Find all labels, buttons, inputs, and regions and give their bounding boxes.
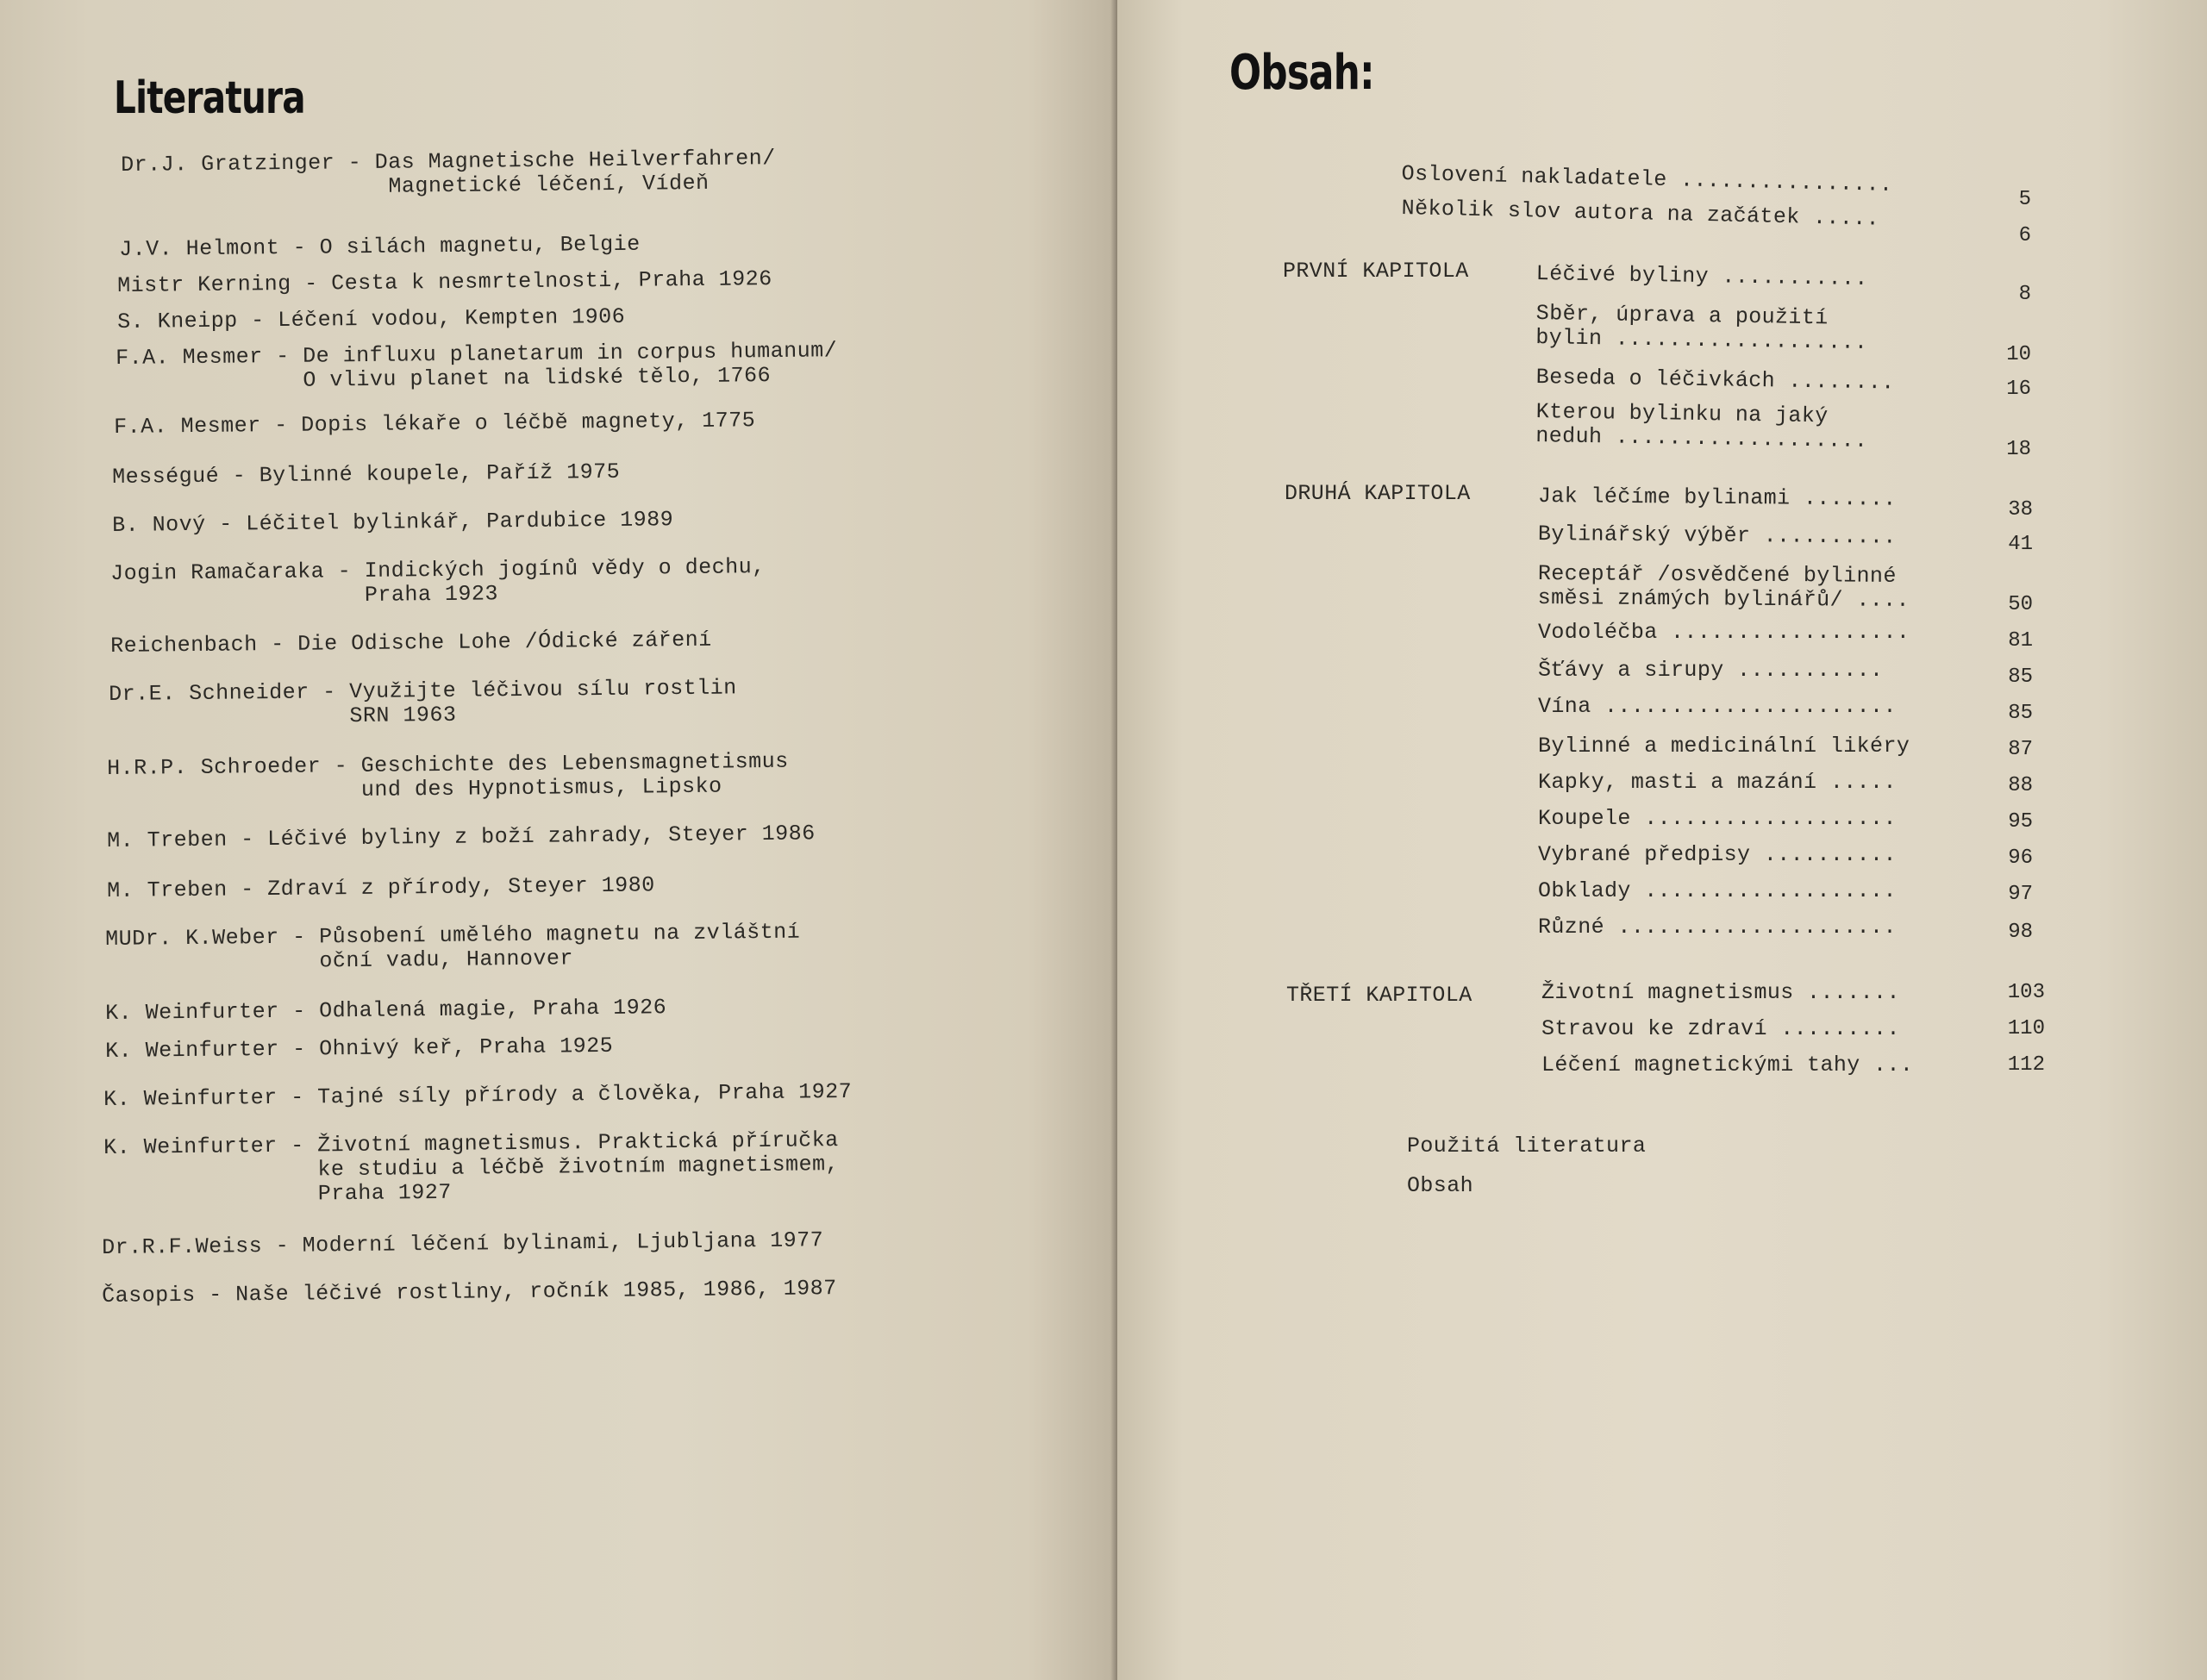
literature-entry: Dr.J. Gratzinger - Das Magnetische Heilverfahren/ Magnetické léčení, Vídeň xyxy=(120,146,776,202)
literature-entry: Mistr Kerning - Cesta k nesmrtelnosti, Praha 1926 xyxy=(116,266,772,298)
literature-entry: K. Weinfurter - Odhalená magie, Praha 1926 xyxy=(104,995,667,1026)
literature-title: Literatura xyxy=(114,72,305,124)
toc-item: Bylinářský výběr .......... xyxy=(1537,521,1897,550)
toc-item: Vybrané předpisy .......... xyxy=(1538,842,1897,867)
toc-page-number: 6 xyxy=(2018,224,2031,247)
toc-item-bibliography: Použitá literatura xyxy=(1407,1134,1647,1159)
toc-page-number: 85 xyxy=(2008,665,2033,689)
literature-entry: F.A. Mesmer - Dopis lékaře o léčbě magnety, 1775 xyxy=(113,408,756,440)
toc-page-number: 88 xyxy=(2008,774,2033,797)
toc-item: Jak léčíme bylinami ....... xyxy=(1537,484,1897,512)
toc-page-number: 41 xyxy=(2008,533,2033,556)
literature-entry: J.V. Helmont - O silách magnetu, Belgie xyxy=(118,231,641,262)
literature-entry: Časopis - Naše léčivé rostliny, ročník 1985, 1986, 1987 xyxy=(101,1276,837,1308)
toc-page-number: 81 xyxy=(2008,629,2033,653)
toc-item: Receptář /osvědčené bylinné směsi známých bylinářů/ .... xyxy=(1537,561,1910,614)
toc-item: Kterou bylinku na jaký neduh ................... xyxy=(1535,399,1868,454)
literature-entry: Reichenbach - Die Odische Lohe /Ódické záření xyxy=(109,627,712,659)
toc-page-number: 16 xyxy=(2006,378,2031,401)
toc-page-number: 110 xyxy=(2007,1017,2045,1040)
literature-entry: MUDr. K.Weber - Působení umělého magnetu na zvláštní oční vadu, Hannover xyxy=(104,919,801,976)
toc-item: Různé ..................... xyxy=(1538,915,1897,940)
toc-page-number: 87 xyxy=(2008,738,2033,761)
toc-page-number: 8 xyxy=(2018,283,2031,306)
chapter-heading: TŘETÍ KAPITOLA xyxy=(1286,983,1472,1008)
toc-page-number: 96 xyxy=(2008,846,2033,870)
toc-item: Bylinné a medicinální likéry xyxy=(1538,734,1910,759)
literature-entry: Mességué - Bylinné koupele, Paříž 1975 xyxy=(111,459,621,490)
toc-item: Vína ...................... xyxy=(1538,694,1897,719)
literature-entry: K. Weinfurter - Životní magnetismus. Praktická příručka ke studiu a léčbě životním magnetismem, Praha 1927 xyxy=(103,1127,840,1208)
toc-item: Stravou ke zdraví ......... xyxy=(1541,1016,1900,1041)
literature-entry: M. Treben - Léčivé byliny z boží zahrady, Steyer 1986 xyxy=(106,821,816,853)
toc-page-number: 98 xyxy=(2008,921,2033,944)
literature-entry: M. Treben - Zdraví z přírody, Steyer 1980 xyxy=(106,872,655,903)
toc-page-number: 85 xyxy=(2008,702,2033,725)
toc-page-number: 97 xyxy=(2008,883,2033,906)
toc-item: Léčivé byliny ........... xyxy=(1535,261,1869,292)
toc-item: Koupele ................... xyxy=(1538,806,1897,831)
literature-entry: Dr.R.F.Weiss - Moderní léčení bylinami, Ljubljana 1977 xyxy=(101,1227,824,1260)
toc-page-number: 18 xyxy=(2006,438,2031,461)
toc-item: Kapky, masti a mazání ..... xyxy=(1538,770,1897,795)
literature-entry: H.R.P. Schroeder - Geschichte des Lebensmagnetismus und des Hypnotismus, Lipsko xyxy=(106,748,789,805)
literature-entry: K. Weinfurter - Ohnivý keř, Praha 1925 xyxy=(104,1033,614,1064)
chapter-heading: PRVNÍ KAPITOLA xyxy=(1283,259,1469,284)
toc-item: Životní magnetismus ....... xyxy=(1541,980,1900,1005)
toc-page-number: 10 xyxy=(2006,343,2031,366)
toc-item: Vodoléčba .................. xyxy=(1538,620,1910,645)
toc-page-number: 103 xyxy=(2007,981,2045,1004)
chapter-heading: DRUHÁ KAPITOLA xyxy=(1285,481,1471,506)
toc-item: Obklady ................... xyxy=(1538,878,1897,903)
contents-title: Obsah: xyxy=(1229,45,1374,101)
toc-page-number: 50 xyxy=(2008,593,2033,616)
right-page xyxy=(1117,0,2207,1680)
literature-entry: K. Weinfurter - Tajné síly přírody a člověka, Praha 1927 xyxy=(103,1078,853,1112)
literature-entry: S. Kneipp - Léčení vodou, Kempten 1906 xyxy=(116,303,626,334)
literature-entry: B. Nový - Léčitel bylinkář, Pardubice 1989 xyxy=(111,507,674,538)
toc-item: Sběr, úprava a použití bylin ................... xyxy=(1535,301,1868,356)
toc-page-number: 38 xyxy=(2008,498,2033,521)
toc-item: Oslovení nakladatele ................ xyxy=(1401,161,1893,197)
toc-page-number: 95 xyxy=(2008,810,2033,834)
literature-entry: F.A. Mesmer - De influxu planetarum in corpus humanum/ O vlivu planet na lidské tělo, 1766 xyxy=(115,338,838,395)
toc-item-contents: Obsah xyxy=(1407,1173,1474,1198)
toc-item: Několik slov autora na začátek ..... xyxy=(1401,196,1880,232)
toc-page-number: 112 xyxy=(2007,1053,2045,1077)
toc-item: Beseda o léčivkách ........ xyxy=(1535,365,1895,396)
literature-entry: Dr.E. Schneider - Využijte léčivou sílu rostlin SRN 1963 xyxy=(108,675,737,731)
toc-page-number: 5 xyxy=(2018,188,2031,211)
toc-item: Léčení magnetickými tahy ... xyxy=(1541,1052,1914,1077)
toc-item: Šťávy a sirupy ........... xyxy=(1538,658,1884,683)
literature-entry: Jogin Ramačaraka - Indických jogínů vědy o dechu, Praha 1923 xyxy=(109,554,766,610)
